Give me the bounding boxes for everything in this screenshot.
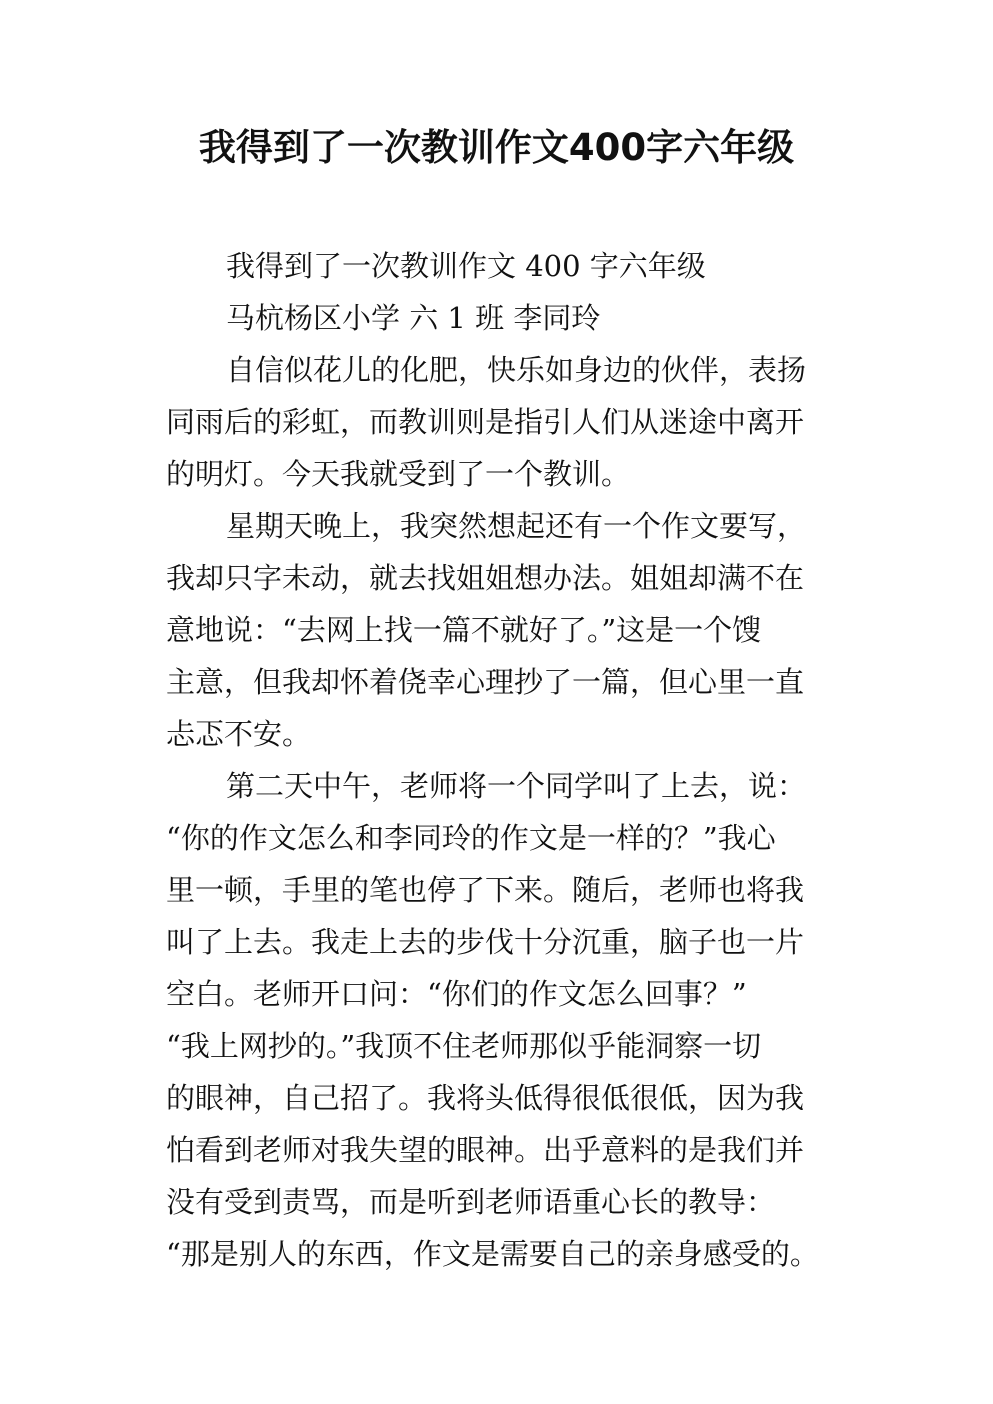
text-line: 忐忑不安。 xyxy=(166,717,312,751)
text-line: 星期天晚上，我突然想起还有一个作文要写， xyxy=(226,509,807,543)
text-line: 里一顿，手里的笔也停了下来。随后，老师也将我 xyxy=(166,873,805,907)
document-title: 我得到了一次教训作文400字六年级 xyxy=(198,126,795,169)
text-line: “那是别人的东西，作文是需要自己的亲身感受的。 xyxy=(166,1237,819,1271)
text-line: 没有受到责骂，而是听到老师语重心长的教导： xyxy=(166,1185,776,1219)
text-line: 空白。老师开口问：“你们的作文怎么回事？” xyxy=(166,977,747,1011)
text-line: 自信似花儿的化肥，快乐如身边的伙伴，表扬 xyxy=(226,353,807,387)
text-line: 我得到了一次教训作文 400 字六年级 xyxy=(226,249,706,283)
text-line: 主意，但我却怀着侥幸心理抄了一篇，但心里一直 xyxy=(166,665,805,699)
text-line: 第二天中午，老师将一个同学叫了上去，说： xyxy=(226,769,807,803)
text-line: 意地说：“去网上找一篇不就好了。”这是一个馊 xyxy=(166,613,762,647)
text-line: 马杭杨区小学 六 1 班 李同玲 xyxy=(226,301,601,335)
text-line: 的明灯。今天我就受到了一个教训。 xyxy=(166,457,631,491)
text-line: 怕看到老师对我失望的眼神。出乎意料的是我们并 xyxy=(166,1133,805,1167)
text-line: 同雨后的彩虹，而教训则是指引人们从迷途中离开 xyxy=(166,405,805,439)
document-body xyxy=(166,240,846,1280)
text-line: 我却只字未动，就去找姐姐想办法。姐姐却满不在 xyxy=(166,561,805,595)
text-line: “你的作文怎么和李同玲的作文是一样的？”我心 xyxy=(166,821,776,855)
text-line: 叫了上去。我走上去的步伐十分沉重，脑子也一片 xyxy=(166,925,805,959)
text-line: 的眼神，自己招了。我将头低得很低很低，因为我 xyxy=(166,1081,805,1115)
text-line: “我上网抄的。”我顶不住老师那似乎能洞察一切 xyxy=(166,1029,762,1063)
